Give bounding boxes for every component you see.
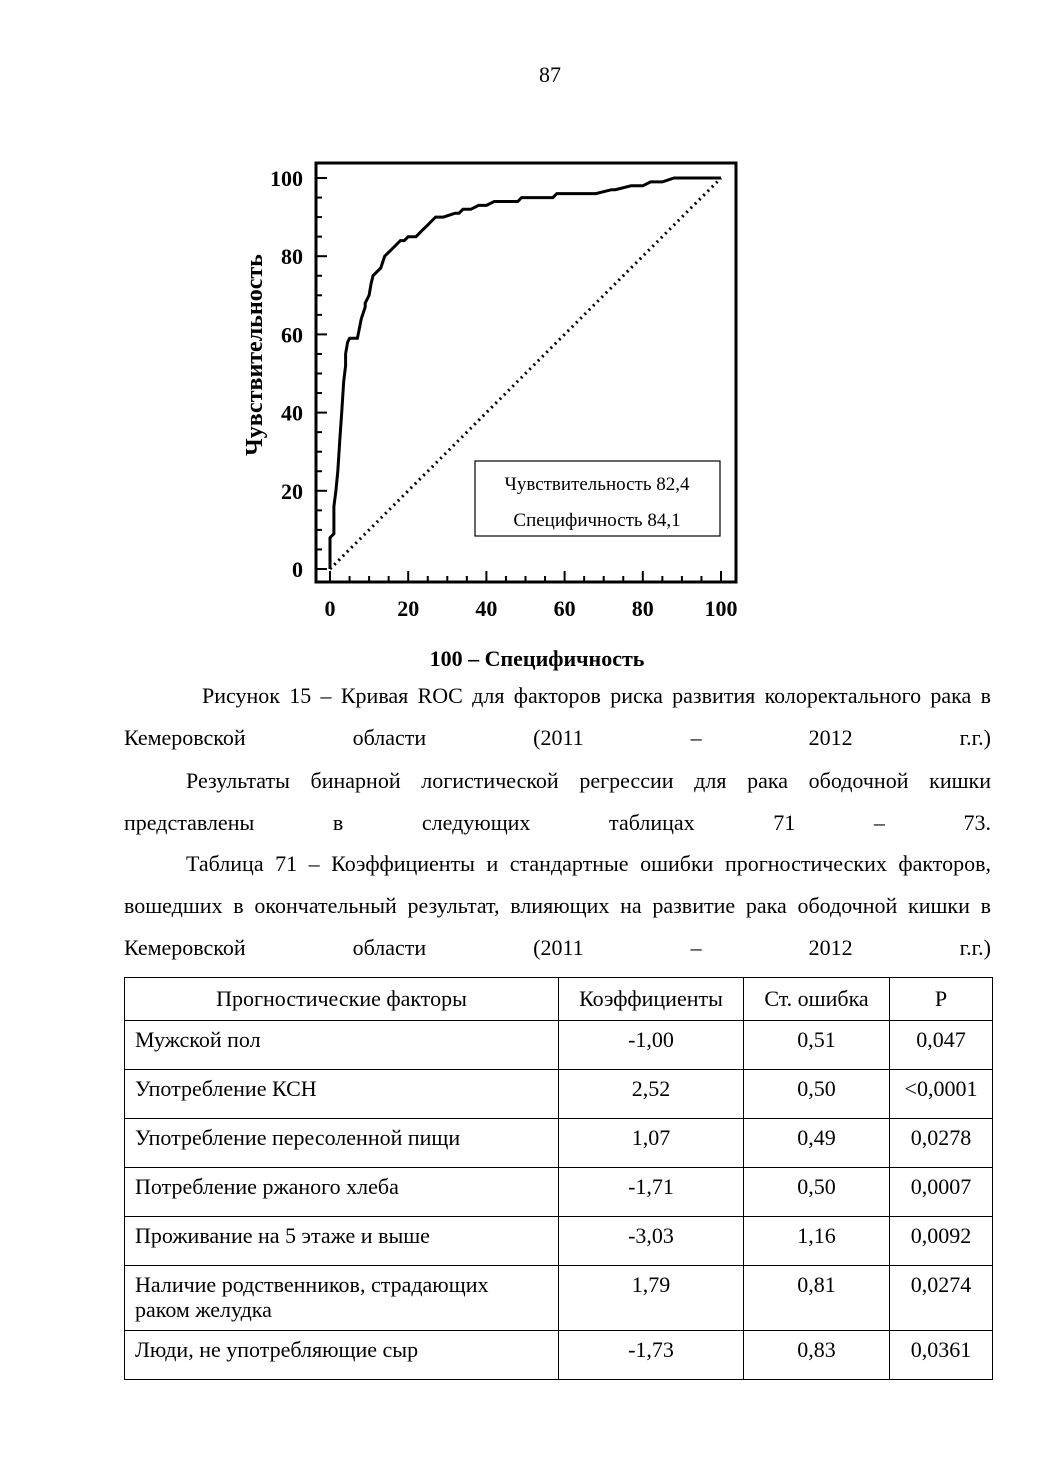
std-error-cell: 0,50: [744, 1070, 890, 1119]
factor-cell: Употребление пересоленной пищи: [125, 1119, 559, 1168]
x-tick-label: 80: [631, 596, 654, 621]
coefficient-cell: -3,03: [559, 1217, 744, 1266]
figure-caption: Рисунок 15 – Кривая ROC для факторов риска развития колоректального рака в Кемеровской области (2011 – 2012 г.г.): [124, 683, 991, 750]
coefficient-cell: -1,00: [559, 1021, 744, 1070]
coefficient-cell: -1,73: [559, 1331, 744, 1380]
table-title: Таблица 71 – Коэффициенты и стандартные ошибки прогностических факторов, вошедших в окончательный результат, влияющих на развитие рака ободочной кишки в Кемеровской области (2011 – 2012 г.г.): [124, 851, 991, 960]
header-std-error: Ст. ошибка: [744, 978, 890, 1021]
std-error-cell: 0,50: [744, 1168, 890, 1217]
y-tick-label: 60: [281, 322, 303, 348]
table-row: [125, 1331, 993, 1380]
table-row: [125, 1021, 993, 1070]
p-value-cell: 0,0007: [890, 1168, 993, 1217]
roc-chart: [0, 0, 1040, 680]
x-tick-label: 60: [553, 596, 576, 621]
x-axis-label: 100 – Специфичность: [429, 646, 645, 671]
header-p: P: [890, 978, 993, 1021]
x-tick-label: 40: [475, 596, 498, 621]
factor-cell: Потребление ржаного хлеба: [125, 1168, 559, 1217]
coefficient-cell: -1,71: [559, 1168, 744, 1217]
y-axis-label: Чувствительность: [242, 254, 268, 456]
y-tick-label: 100: [270, 166, 303, 191]
p-value-cell: 0,0274: [890, 1266, 993, 1331]
x-tick-label: 100: [704, 596, 738, 621]
p-value-cell: 0,0278: [890, 1119, 993, 1168]
table-row: [125, 1217, 993, 1266]
std-error-cell: 1,16: [744, 1217, 890, 1266]
factor-cell: Проживание на 5 этаже и выше: [125, 1217, 559, 1266]
p-value-cell: <0,0001: [890, 1070, 993, 1119]
coefficients-table: [124, 977, 993, 1380]
table-row: [125, 1119, 993, 1168]
coefficient-cell: 2,52: [559, 1070, 744, 1119]
factor-cell: Люди, не употребляющие сыр: [125, 1331, 559, 1380]
std-error-cell: 0,51: [744, 1021, 890, 1070]
x-tick-label: 0: [324, 596, 336, 621]
x-tick-label: 20: [397, 596, 420, 621]
y-tick-label: 80: [281, 244, 303, 270]
table-header-row: [125, 978, 993, 1021]
header-factors: Прогностические факторы: [125, 978, 559, 1021]
table-row: [125, 1266, 993, 1331]
std-error-cell: 0,83: [744, 1331, 890, 1380]
y-tick-label: 40: [281, 400, 303, 426]
std-error-cell: 0,81: [744, 1266, 890, 1331]
y-tick-label: 0: [292, 557, 303, 582]
page-number: 87: [539, 62, 561, 87]
p-value-cell: 0,0361: [890, 1331, 993, 1380]
p-value-cell: 0,047: [890, 1021, 993, 1070]
p-value-cell: 0,0092: [890, 1217, 993, 1266]
table-row: [125, 1168, 993, 1217]
annotation-sensitivity: Чувствительность 82,4: [504, 474, 690, 495]
coefficient-cell: 1,07: [559, 1119, 744, 1168]
table-row: [125, 1070, 993, 1119]
std-error-cell: 0,49: [744, 1119, 890, 1168]
body-paragraph: Результаты бинарной логистической регрессии для рака ободочной кишки представлены в следующих таблицах 71 – 73.: [124, 768, 991, 835]
coefficient-cell: 1,79: [559, 1266, 744, 1331]
factor-cell: Наличие родственников, страдающих раком желудка: [125, 1266, 559, 1331]
factor-cell: Мужской пол: [125, 1021, 559, 1070]
header-coefficients: Коэффициенты: [559, 978, 744, 1021]
annotation-specificity: Специфичность 84,1: [513, 510, 681, 531]
y-tick-label: 20: [281, 478, 303, 504]
factor-cell: Употребление КСН: [125, 1070, 559, 1119]
